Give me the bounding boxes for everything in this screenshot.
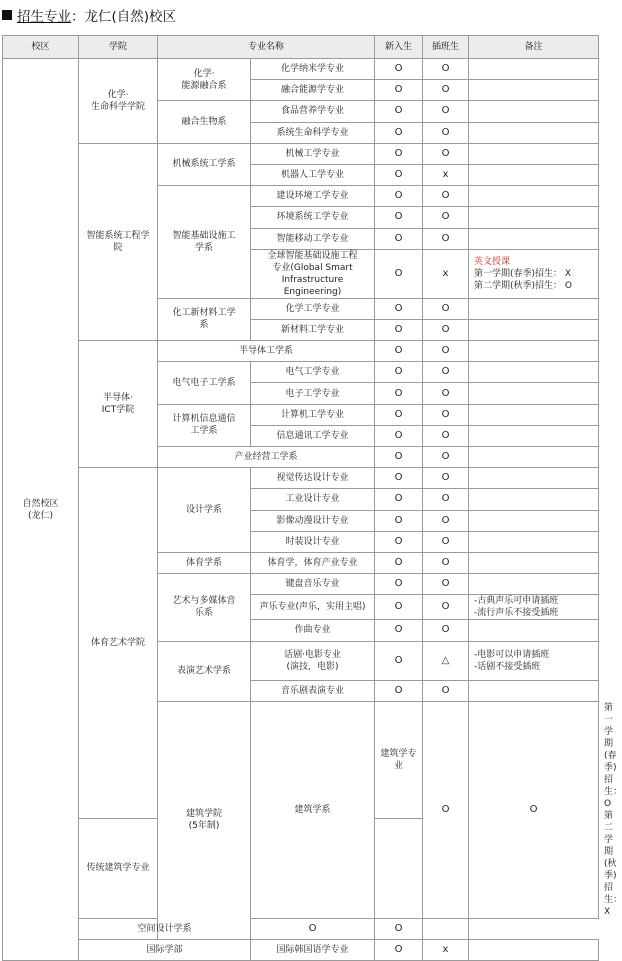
transfer-mark: O [423,383,469,404]
transfer-mark: O [469,701,599,918]
major-cell: 音乐剧表演专业 [251,680,375,701]
note-cell: -古典声乐可申请插班 -流行声乐不接受插班 [469,595,599,620]
freshman-mark: O [375,447,423,468]
freshman-mark: O [375,249,423,298]
dept-cell: 化学· 能源融合系 [158,59,251,101]
transfer-mark: O [423,186,469,207]
transfer-mark: O [423,552,469,573]
note-cell [469,489,599,510]
major-cell: 键盘音乐专业 [251,574,375,595]
freshman-mark: O [375,362,423,383]
col-header-major: 专业名称 [158,36,375,59]
transfer-mark: O [423,447,469,468]
major-cell: 系统生命科学专业 [251,122,375,143]
major-cell: 传统建筑学专业 [79,819,158,919]
dept-cell: 表演艺术学系 [158,641,251,701]
freshman-mark: O [375,341,423,362]
transfer-mark: O [423,680,469,701]
freshman-mark: O [375,164,423,185]
transfer-mark: O [423,531,469,552]
major-cell: 影像动漫设计专业 [251,510,375,531]
dept-cell: 产业经营工学系 [158,447,375,468]
major-cell: 时装设计专业 [251,531,375,552]
freshman-mark: O [375,404,423,425]
college-cell: 智能系统工程学 院 [79,143,158,340]
major-cell: 建筑学专业 [375,701,423,818]
note-cell [469,620,599,641]
transfer-mark: x [423,249,469,298]
col-header-college: 学院 [79,36,158,59]
major-cell: 食品营养学专业 [251,101,375,122]
dept-cell: 设计学系 [158,468,251,553]
freshman-mark: O [375,425,423,446]
major-cell: 体育学，体育产业专业 [251,552,375,573]
note-cell [469,362,599,383]
transfer-mark: O [423,59,469,80]
transfer-mark: x [423,164,469,185]
col-header-campus: 校区 [3,36,79,59]
section-header [2,5,176,25]
transfer-mark: O [423,122,469,143]
major-cell: 化学工学专业 [251,298,375,319]
table-row [3,59,599,80]
college-cell: 化学· 生命科学学院 [79,59,158,144]
table-row: 建筑学院 (5年制) 建筑学系 建筑学专业 O O 第一学期(春季)招生： O 第二学期(秋季)招生： X [3,701,599,818]
freshman-mark: O [375,319,423,340]
note-cell [469,425,599,446]
table-header-row [3,36,599,59]
dept-cell: 智能基础设施工 学系 [158,186,251,299]
transfer-mark: O [423,489,469,510]
freshman-mark: O [375,510,423,531]
note-cell [469,680,599,701]
note-cell [469,531,599,552]
note-cell [469,319,599,340]
freshman-mark: O [251,918,375,939]
freshman-mark: O [423,701,469,918]
major-cell: 作曲专业 [251,620,375,641]
col-header-freshman: 新入生 [375,36,423,59]
note-cell [469,59,599,80]
table-row [3,939,599,960]
dept-cell: 建筑学系 [251,701,375,918]
note-cell [423,918,469,939]
freshman-mark: O [375,186,423,207]
major-cell: 建设环境工学专业 [251,186,375,207]
transfer-mark: x [423,939,469,960]
freshman-mark: O [375,489,423,510]
freshman-mark: O [375,101,423,122]
transfer-mark: O [423,425,469,446]
major-cell: 话剧·电影专业 (演技，电影) [251,641,375,680]
note-english-taught: 英文授课 [474,256,511,267]
major-cell: 环境系统工学专业 [251,207,375,228]
freshman-mark: O [375,59,423,80]
dept-cell: 电气电子工学系 [158,362,251,404]
major-cell: 电子工学专业 [251,383,375,404]
section-title: 招生专业：龙仁(自然)校区 [17,9,177,25]
transfer-mark: △ [423,641,469,680]
transfer-mark: O [423,468,469,489]
note-cell [469,122,599,143]
note-cell [469,143,599,164]
freshman-mark: O [375,680,423,701]
note-cell [469,939,599,960]
major-cell: 机器人工学专业 [251,164,375,185]
freshman-mark: O [375,641,423,680]
note-cell [469,207,599,228]
transfer-mark: O [423,595,469,620]
freshman-mark: O [375,122,423,143]
transfer-mark: O [423,143,469,164]
major-cell: 电气工学专业 [251,362,375,383]
dept-cell: 计算机信息通信 工学系 [158,404,251,446]
freshman-mark: O [375,468,423,489]
freshman-mark: O [375,80,423,101]
freshman-mark: O [375,595,423,620]
transfer-mark: O [423,207,469,228]
note-cell [469,510,599,531]
transfer-mark: O [423,362,469,383]
college-cell: 半导体· ICT学院 [79,341,158,468]
major-cell: 信息通讯工学专业 [251,425,375,446]
freshman-mark: O [375,383,423,404]
freshman-mark: O [375,552,423,573]
freshman-mark: O [375,939,423,960]
note-cell [469,383,599,404]
dept-cell: 机械系统工学系 [158,143,251,185]
note-cell [469,552,599,573]
table-row [3,341,599,362]
note-cell [469,80,599,101]
col-header-notes: 备注 [469,36,599,59]
freshman-mark: O [375,228,423,249]
transfer-mark: O [423,341,469,362]
freshman-mark: O [375,531,423,552]
dept-cell: 艺术与多媒体音 乐系 [158,574,251,641]
dept-cell: 体育学系 [158,552,251,573]
transfer-mark: O [423,228,469,249]
college-cell: 建筑学院 (5年制) [158,701,251,939]
note-cell [469,164,599,185]
college-cell: 体育艺术学院 [79,468,158,819]
major-cell: 机械工学专业 [251,143,375,164]
major-cell: 工业设计专业 [251,489,375,510]
dept-cell: 化工新材料工学 系 [158,298,251,340]
freshman-mark: O [375,207,423,228]
freshman-mark: O [375,620,423,641]
note-cell [469,101,599,122]
transfer-mark: O [375,918,423,939]
table-row [3,143,599,164]
major-cell: 计算机工学专业 [251,404,375,425]
major-cell: 全球智能基础设施工程 专业(Global Smart Infrastructure Engineering) [251,249,375,298]
transfer-mark: O [423,620,469,641]
majors-table [2,35,622,961]
note-cell: 英文授课 第一学期(春季)招生： X 第二学期(秋季)招生： O [469,249,599,298]
note-cell [469,341,599,362]
major-cell: 新材料工学专业 [251,319,375,340]
transfer-mark: O [423,510,469,531]
freshman-mark: O [375,143,423,164]
note-cell [469,228,599,249]
note-cell [469,447,599,468]
major-cell: 国际韩国语学专业 [251,939,375,960]
major-cell: 视觉传达设计专业 [251,468,375,489]
note-cell [469,186,599,207]
campus-cell: 自然校区 (龙仁) [3,59,79,961]
note-cell: -电影可以申请插班 -话剧不接受插班 [469,641,599,680]
major-cell: 融合能源学专业 [251,80,375,101]
transfer-mark: O [423,319,469,340]
table-row [3,468,599,489]
transfer-mark: O [423,574,469,595]
note-cell [469,574,599,595]
note-cell [469,298,599,319]
transfer-mark: O [423,298,469,319]
freshman-mark: O [375,574,423,595]
major-cell: 声乐专业(声乐，实用主唱) [251,595,375,620]
table-row [3,918,599,939]
col-header-transfer: 插班生 [423,36,469,59]
transfer-mark: O [423,404,469,425]
transfer-mark: O [423,80,469,101]
dept-cell: 空间设计学系 [79,918,251,939]
dept-cell: 融合生物系 [158,101,251,143]
note-cell [469,404,599,425]
black-square-icon [2,10,12,20]
major-cell: 智能移动工学专业 [251,228,375,249]
freshman-mark: O [375,298,423,319]
major-cell: 化学纳米学专业 [251,59,375,80]
dept-cell: 半导体工学系 [158,341,375,362]
college-cell: 国际学部 [79,939,251,960]
note-cell [469,468,599,489]
transfer-mark: O [423,101,469,122]
